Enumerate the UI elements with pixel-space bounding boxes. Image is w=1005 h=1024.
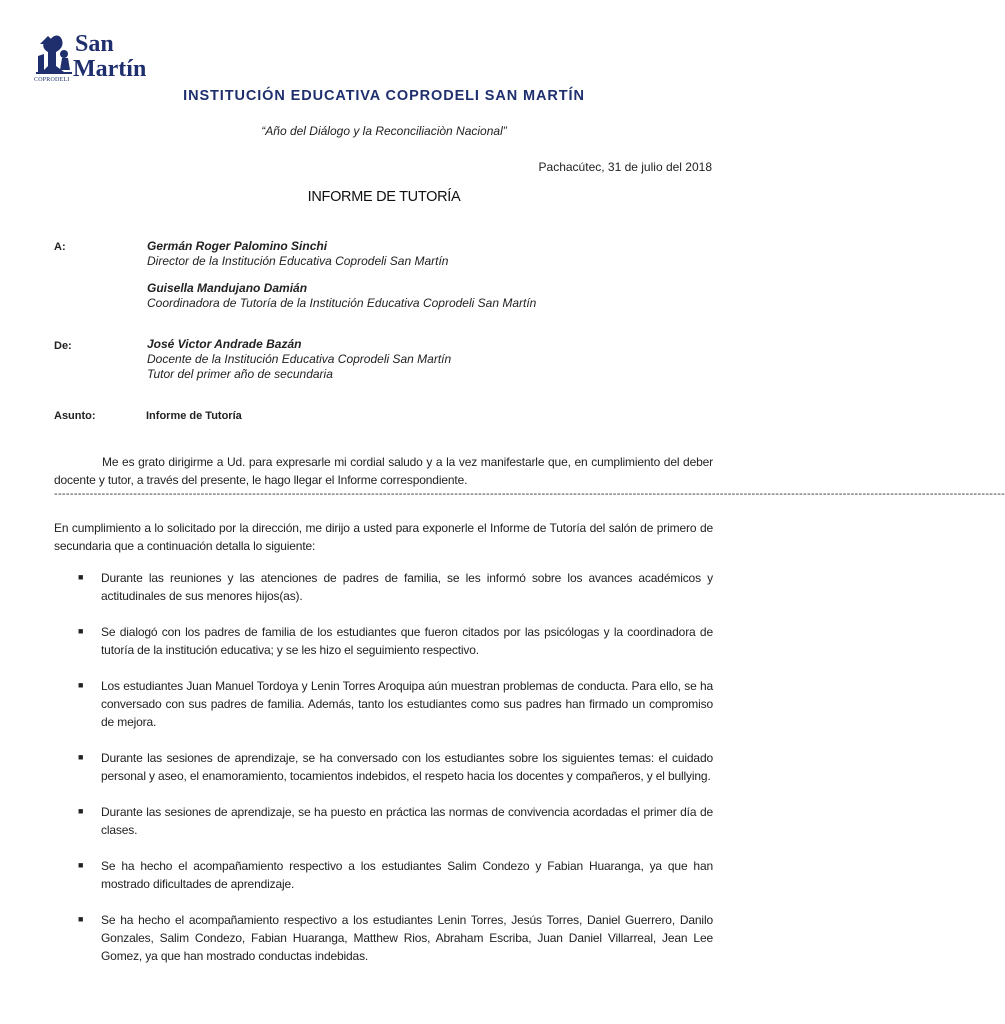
intro-paragraph: En cumplimiento a lo solicitado por la dirección, me dirijo a usted para exponerle el Informe de Tutoría del salón de primero de secundaria que a continuación detalla lo siguiente: [54,521,713,553]
to-label: A: [54,241,66,253]
bullet-marker: ■ [78,572,84,582]
sender-role-tutor: Tutor del primer año de secundaria [147,367,333,381]
year-motto: “Año del Diálogo y la Reconciliaciòn Nacional” [261,124,507,138]
greeting-paragraph: Me es grato dirigirme a Ud. para expresarle mi cordial saludo y a la vez manifestarle que, en cumplimiento del deber docente y tutor, a través del presente, le hago llegar el Informe correspondiente. [54,455,713,487]
logo-text-martin: Martín [73,56,147,82]
school-logo [34,32,146,84]
bullet-marker: ■ [78,680,84,690]
recipient-role: Director de la Institución Educativa Coprodeli San Martín [147,254,449,268]
recipient-name: Germán Roger Palomino Sinchi [147,239,328,253]
coprodeli-emblem-icon [34,32,74,78]
bullet-marker: ■ [78,860,84,870]
sender-block [147,337,451,382]
recipient-role: Coordinadora de Tutoría de la Institución Educativa Coprodeli San Martín [147,296,537,310]
bullet-item-text: Durante las sesiones de aprendizaje, se ha puesto en práctica las normas de convivencia acordadas el primer día de clases. [101,805,713,837]
bullet-marker: ■ [78,752,84,762]
logo-subtext: COPRODELI [34,77,70,83]
bullet-item-text: Se ha hecho el acompañamiento respectivo a los estudiantes Salim Condezo y Fabian Huaranga, ya que han mostrado dificultades de aprendizaje. [101,859,713,891]
recipient-name: Guisella Mandujano Damián [147,281,308,295]
bullet-item-text: Durante las reuniones y las atenciones de padres de familia, se les informó sobre los avances académicos y actitudinales de sus menores hijos(as). [101,571,713,603]
bullet-item-text: Se ha hecho el acompañamiento respectivo a los estudiantes Lenin Torres, Jesús Torres, Daniel Guerrero, Danilo Gonzales, Salim Condezo, Fabian Huaranga, Matthew Rios, Abraham Escriba, Juan Daniel Villarreal, Jean Lee Gomez, ya que han mostrado conductas indebidas. [101,913,713,963]
document-title: INFORME DE TUTORÍA [307,189,461,205]
bullet-marker: ■ [78,626,84,636]
bullet-item-text: Durante las sesiones de aprendizaje, se ha conversado con los estudiantes sobre los siguientes temas: el cuidado personal y aseo, el enamoramiento, tocamientos indebidos, el respeto hacia los docentes y compañeros, y el bullying. [101,751,713,783]
sender-name: José Victor Andrade Bazán [147,337,302,351]
document-date: Pachacútec, 31 de julio del 2018 [538,160,712,174]
divider-dashes: ------------------------------------------------------------------------------------------------------------------------------------------------------------------------------------------------------------------------------------------------ [54,488,1005,500]
bullet-item-text: Los estudiantes Juan Manuel Tordoya y Lenin Torres Aroquipa aún muestran problemas de conducta. Para ello, se ha conversado con sus padres de familia. Además, tanto los estudiantes como sus padres han firmado un compromiso de mejora. [101,679,713,729]
institution-title: INSTITUCIÓN EDUCATIVA COPRODELI SAN MARTÍN [183,88,585,104]
recipient-block-2 [147,281,536,311]
recipient-block-1 [147,239,448,269]
bullet-marker: ■ [78,806,84,816]
bullet-item-text: Se dialogó con los padres de familia de los estudiantes que fueron citados por las psicólogas y la coordinadora de tutoría de la institución educativa; y se les hizo el seguimiento respectivo. [101,625,713,657]
logo-text-san: San [75,31,114,57]
sender-role: Docente de la Institución Educativa Coprodeli San Martín [147,352,452,366]
from-label: De: [54,340,72,352]
subject-label: Asunto: [54,410,96,422]
subject-value: Informe de Tutoría [146,410,242,422]
bullet-marker: ■ [78,914,84,924]
